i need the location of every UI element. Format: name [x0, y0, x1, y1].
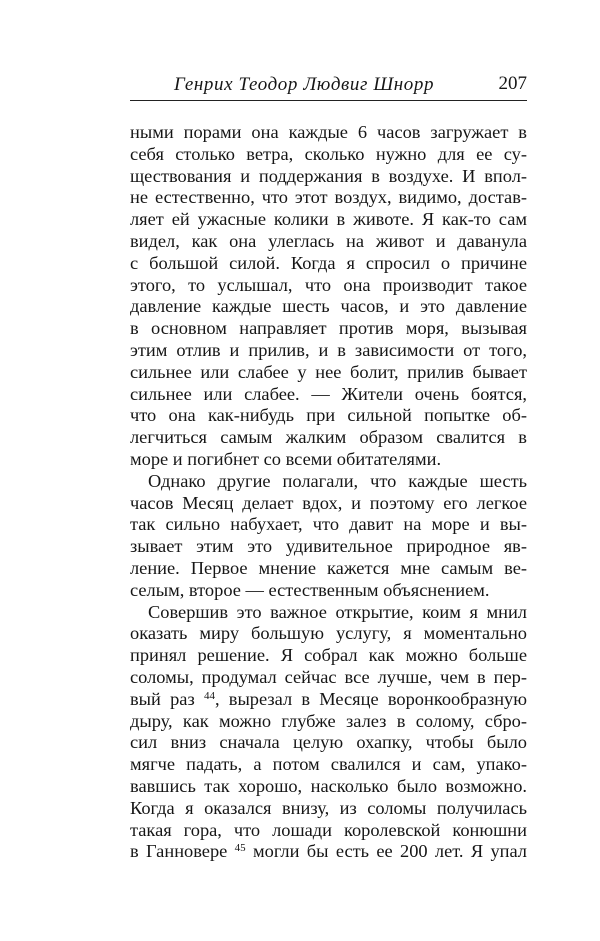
text-line [130, 754, 527, 776]
text-line [130, 296, 527, 318]
text-line [130, 732, 527, 754]
paragraph [130, 122, 527, 471]
running-title: Генрих Теодор Людвиг Шнорр [174, 74, 435, 95]
text-line [130, 514, 527, 536]
text-line [130, 558, 527, 580]
text-line [130, 405, 527, 427]
text-segment: легчиться самым жалким образом свалится в [130, 427, 527, 448]
text-line [130, 427, 527, 449]
text-segment: такая гора, что лошади королевской конюшни [130, 819, 527, 840]
text-line [130, 231, 527, 253]
text-line [130, 667, 527, 689]
text-segment: зывает этим это удивительное природное яв- [130, 536, 527, 557]
text-segment: принял решение. Я собрал как можно больше [130, 645, 527, 666]
text-line [130, 798, 527, 820]
running-header [130, 70, 527, 96]
text-line [130, 209, 527, 231]
text-segment: этого, то услышал, что она производит такое [130, 274, 527, 295]
text-segment: с большой силой. Когда я спросил о причине [130, 252, 527, 273]
text-line [130, 384, 527, 406]
header-rule [130, 100, 527, 101]
text-line [130, 602, 527, 624]
text-line [130, 144, 527, 166]
text-segment: дыру, как можно глубже залез в солому, сбро- [130, 710, 527, 731]
text-segment: ществования и поддержания в воздухе. И впол- [130, 165, 527, 186]
text-segment: селым, второе — естественным объяснением. [130, 579, 490, 600]
text-segment: Когда я оказался внизу, из соломы получилась [130, 797, 527, 818]
text-line [130, 689, 527, 711]
text-segment: вый раз [130, 688, 204, 709]
text-segment: , вырезал в Месяце воронкообразную [214, 688, 527, 709]
footnote-ref: 45 [234, 842, 246, 855]
text-line [130, 841, 527, 863]
text-segment: ляет ей ужасные колики в животе. Я как-то сам [130, 209, 527, 230]
text-segment: море и погибнет со всеми обитателями. [130, 448, 442, 469]
text-line [130, 623, 527, 645]
text-segment: ление. Первое мнение кажется мне самым ве- [130, 557, 527, 578]
text-line [130, 122, 527, 144]
text-line [130, 362, 527, 384]
text-segment: часов Месяц делает вдох, и поэтому его легкое [130, 492, 527, 513]
text-segment: что она как-нибудь при сильной попытке об- [130, 405, 527, 426]
text-line [130, 187, 527, 209]
text-segment: этим отлив и прилив, и в зависимости от того, [130, 339, 527, 360]
text-segment: соломы, продумал сейчас все лучше, чем в пер- [130, 666, 527, 687]
text-line [130, 493, 527, 515]
text-segment: могли бы есть ее 200 лет. Я упал [245, 841, 527, 862]
text-line [130, 318, 527, 340]
text-line [130, 645, 527, 667]
text-line [130, 275, 527, 297]
text-segment: вавшись так хорошо, насколько было возможно. [130, 775, 527, 796]
text-line [130, 166, 527, 188]
text-line [130, 711, 527, 733]
text-segment: сильнее или слабее. — Жители очень боятся, [130, 383, 527, 404]
text-line [130, 580, 527, 602]
text-segment: Однако другие полагали, что каждые шесть [148, 470, 527, 491]
text-line [130, 820, 527, 842]
text-segment: мягче падать, а потом свалился и сам, упако- [130, 754, 527, 775]
text-line [130, 536, 527, 558]
text-segment: оказать миру большую услугу, я моментально [130, 623, 527, 644]
text-line [130, 449, 527, 471]
page-number: 207 [498, 73, 527, 94]
text-segment: в основном направляет против моря, вызывая [130, 318, 527, 339]
footnote-ref: 44 [203, 689, 215, 702]
text-line [130, 776, 527, 798]
text-segment: себя столько ветра, сколько нужно для ее су- [130, 143, 527, 164]
text-segment: видел, как она улеглась на живот и даванула [130, 230, 527, 251]
paragraph [130, 602, 527, 864]
paragraph [130, 471, 527, 602]
text-line [130, 471, 527, 493]
text-line [130, 340, 527, 362]
text-line [130, 253, 527, 275]
text-segment: в Ганновере [130, 841, 235, 862]
body-text [130, 122, 527, 863]
text-segment: не естественно, что этот воздух, видимо, достав- [130, 187, 527, 208]
text-segment: так сильно набухает, что давит на море и вы- [130, 514, 527, 535]
text-segment: сильнее или слабее у нее болит, прилив бывает [130, 361, 527, 382]
text-segment: давление каждые шесть часов, и это давление [130, 296, 527, 317]
text-segment: ными порами она каждые 6 часов загружает в [130, 122, 527, 142]
text-segment: сил вниз сначала целую охапку, чтобы было [130, 732, 527, 753]
text-segment: Совершив это важное открытие, коим я мнил [148, 601, 527, 622]
